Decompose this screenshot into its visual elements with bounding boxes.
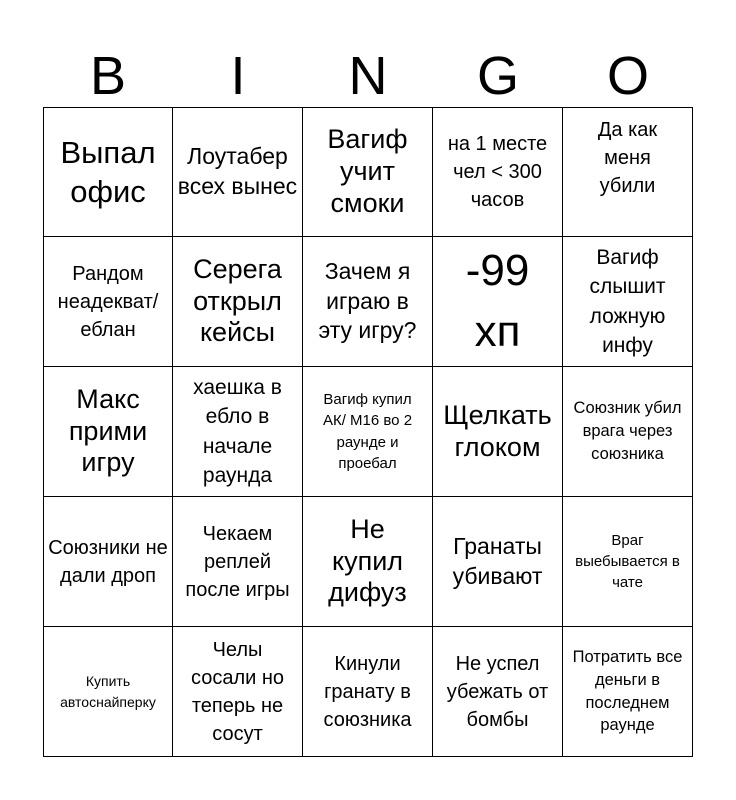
cell-text: Союзники не дали дроп xyxy=(48,536,168,587)
bingo-cell-r2-c0[interactable] xyxy=(43,367,173,497)
cell-text: Зачем я играю в эту игру? xyxy=(318,257,417,344)
bingo-cell-r2-c1[interactable] xyxy=(173,367,303,497)
bingo-cell-r4-c4[interactable] xyxy=(563,627,693,757)
bingo-cell-r0-c2[interactable] xyxy=(303,107,433,237)
bingo-cell-r1-c3[interactable] xyxy=(433,237,563,367)
bingo-cell-r4-c0[interactable] xyxy=(43,627,173,757)
cell-text: Чекаем реплей после игры xyxy=(185,522,290,601)
cell-text: на 1 месте чел < 300 часов xyxy=(447,133,548,211)
bingo-cell-r0-c3[interactable] xyxy=(433,107,563,237)
cell-text: Потратить все деньги в последнем раунде xyxy=(572,647,683,735)
bingo-cell-r4-c2[interactable] xyxy=(303,627,433,757)
bingo-header xyxy=(43,46,693,106)
cell-text: Не купил дифуз xyxy=(328,513,407,608)
bingo-cell-r1-c4[interactable] xyxy=(563,237,693,367)
bingo-cell-r3-c1[interactable] xyxy=(173,497,303,627)
bingo-cell-r1-c2[interactable] xyxy=(303,237,433,367)
cell-text: Не успел убежать от бомбы xyxy=(446,652,549,731)
bingo-cell-r4-c3[interactable] xyxy=(433,627,563,757)
cell-text: Серега открыл кейсы xyxy=(193,253,282,348)
cell-text: Вагиф купил АК/ М16 во 2 раунде и проебал xyxy=(322,390,413,472)
cell-text: Челы сосали но теперь не сосут xyxy=(190,638,285,745)
header-letter-o: O xyxy=(606,46,649,106)
cell-text: -99 хп xyxy=(465,245,530,356)
bingo-cell-r2-c2[interactable] xyxy=(303,367,433,497)
cell-text: Рандом неадекват/ еблан xyxy=(57,262,159,341)
bingo-cell-r3-c3[interactable] xyxy=(433,497,563,627)
cell-text: Кинули гранату в союзника xyxy=(323,652,412,731)
bingo-cell-r0-c4[interactable] xyxy=(563,107,693,237)
cell-text: Купить автоснайперку xyxy=(60,672,156,710)
bingo-cell-r3-c4[interactable] xyxy=(563,497,693,627)
cell-text: Макс прими игру xyxy=(68,383,148,478)
bingo-cell-r3-c0[interactable] xyxy=(43,497,173,627)
cell-text: Да как меня убили xyxy=(597,119,658,197)
cell-text: Щелкать глоком xyxy=(443,399,552,462)
bingo-cell-r4-c1[interactable] xyxy=(173,627,303,757)
cell-text: Вагиф учит смоки xyxy=(327,124,408,218)
cell-text: Вагиф слышит ложную инфу xyxy=(589,245,666,357)
bingo-cell-r1-c1[interactable] xyxy=(173,237,303,367)
bingo-board xyxy=(43,107,693,757)
header-letter-i: I xyxy=(230,46,246,106)
bingo-cell-r0-c0[interactable] xyxy=(43,107,173,237)
bingo-cell-r2-c3[interactable] xyxy=(433,367,563,497)
bingo-cell-r1-c0[interactable] xyxy=(43,237,173,367)
bingo-cell-r3-c2[interactable] xyxy=(303,497,433,627)
cell-text: хаешка в ебло в начале раунда xyxy=(193,375,282,487)
cell-text: Враг выебывается в чате xyxy=(575,531,680,592)
bingo-cell-r2-c4[interactable] xyxy=(563,367,693,497)
cell-text: Союзник убил врага через союзника xyxy=(573,399,682,463)
header-letter-n: N xyxy=(348,46,388,106)
header-letter-b: B xyxy=(89,46,127,106)
bingo-cell-r0-c1[interactable] xyxy=(173,107,303,237)
cell-text: Лоутабер всех вынес xyxy=(177,143,298,199)
cell-text: Гранаты убивают xyxy=(452,532,543,589)
cell-text: Выпал офис xyxy=(60,134,156,209)
header-letter-g: G xyxy=(476,46,519,106)
